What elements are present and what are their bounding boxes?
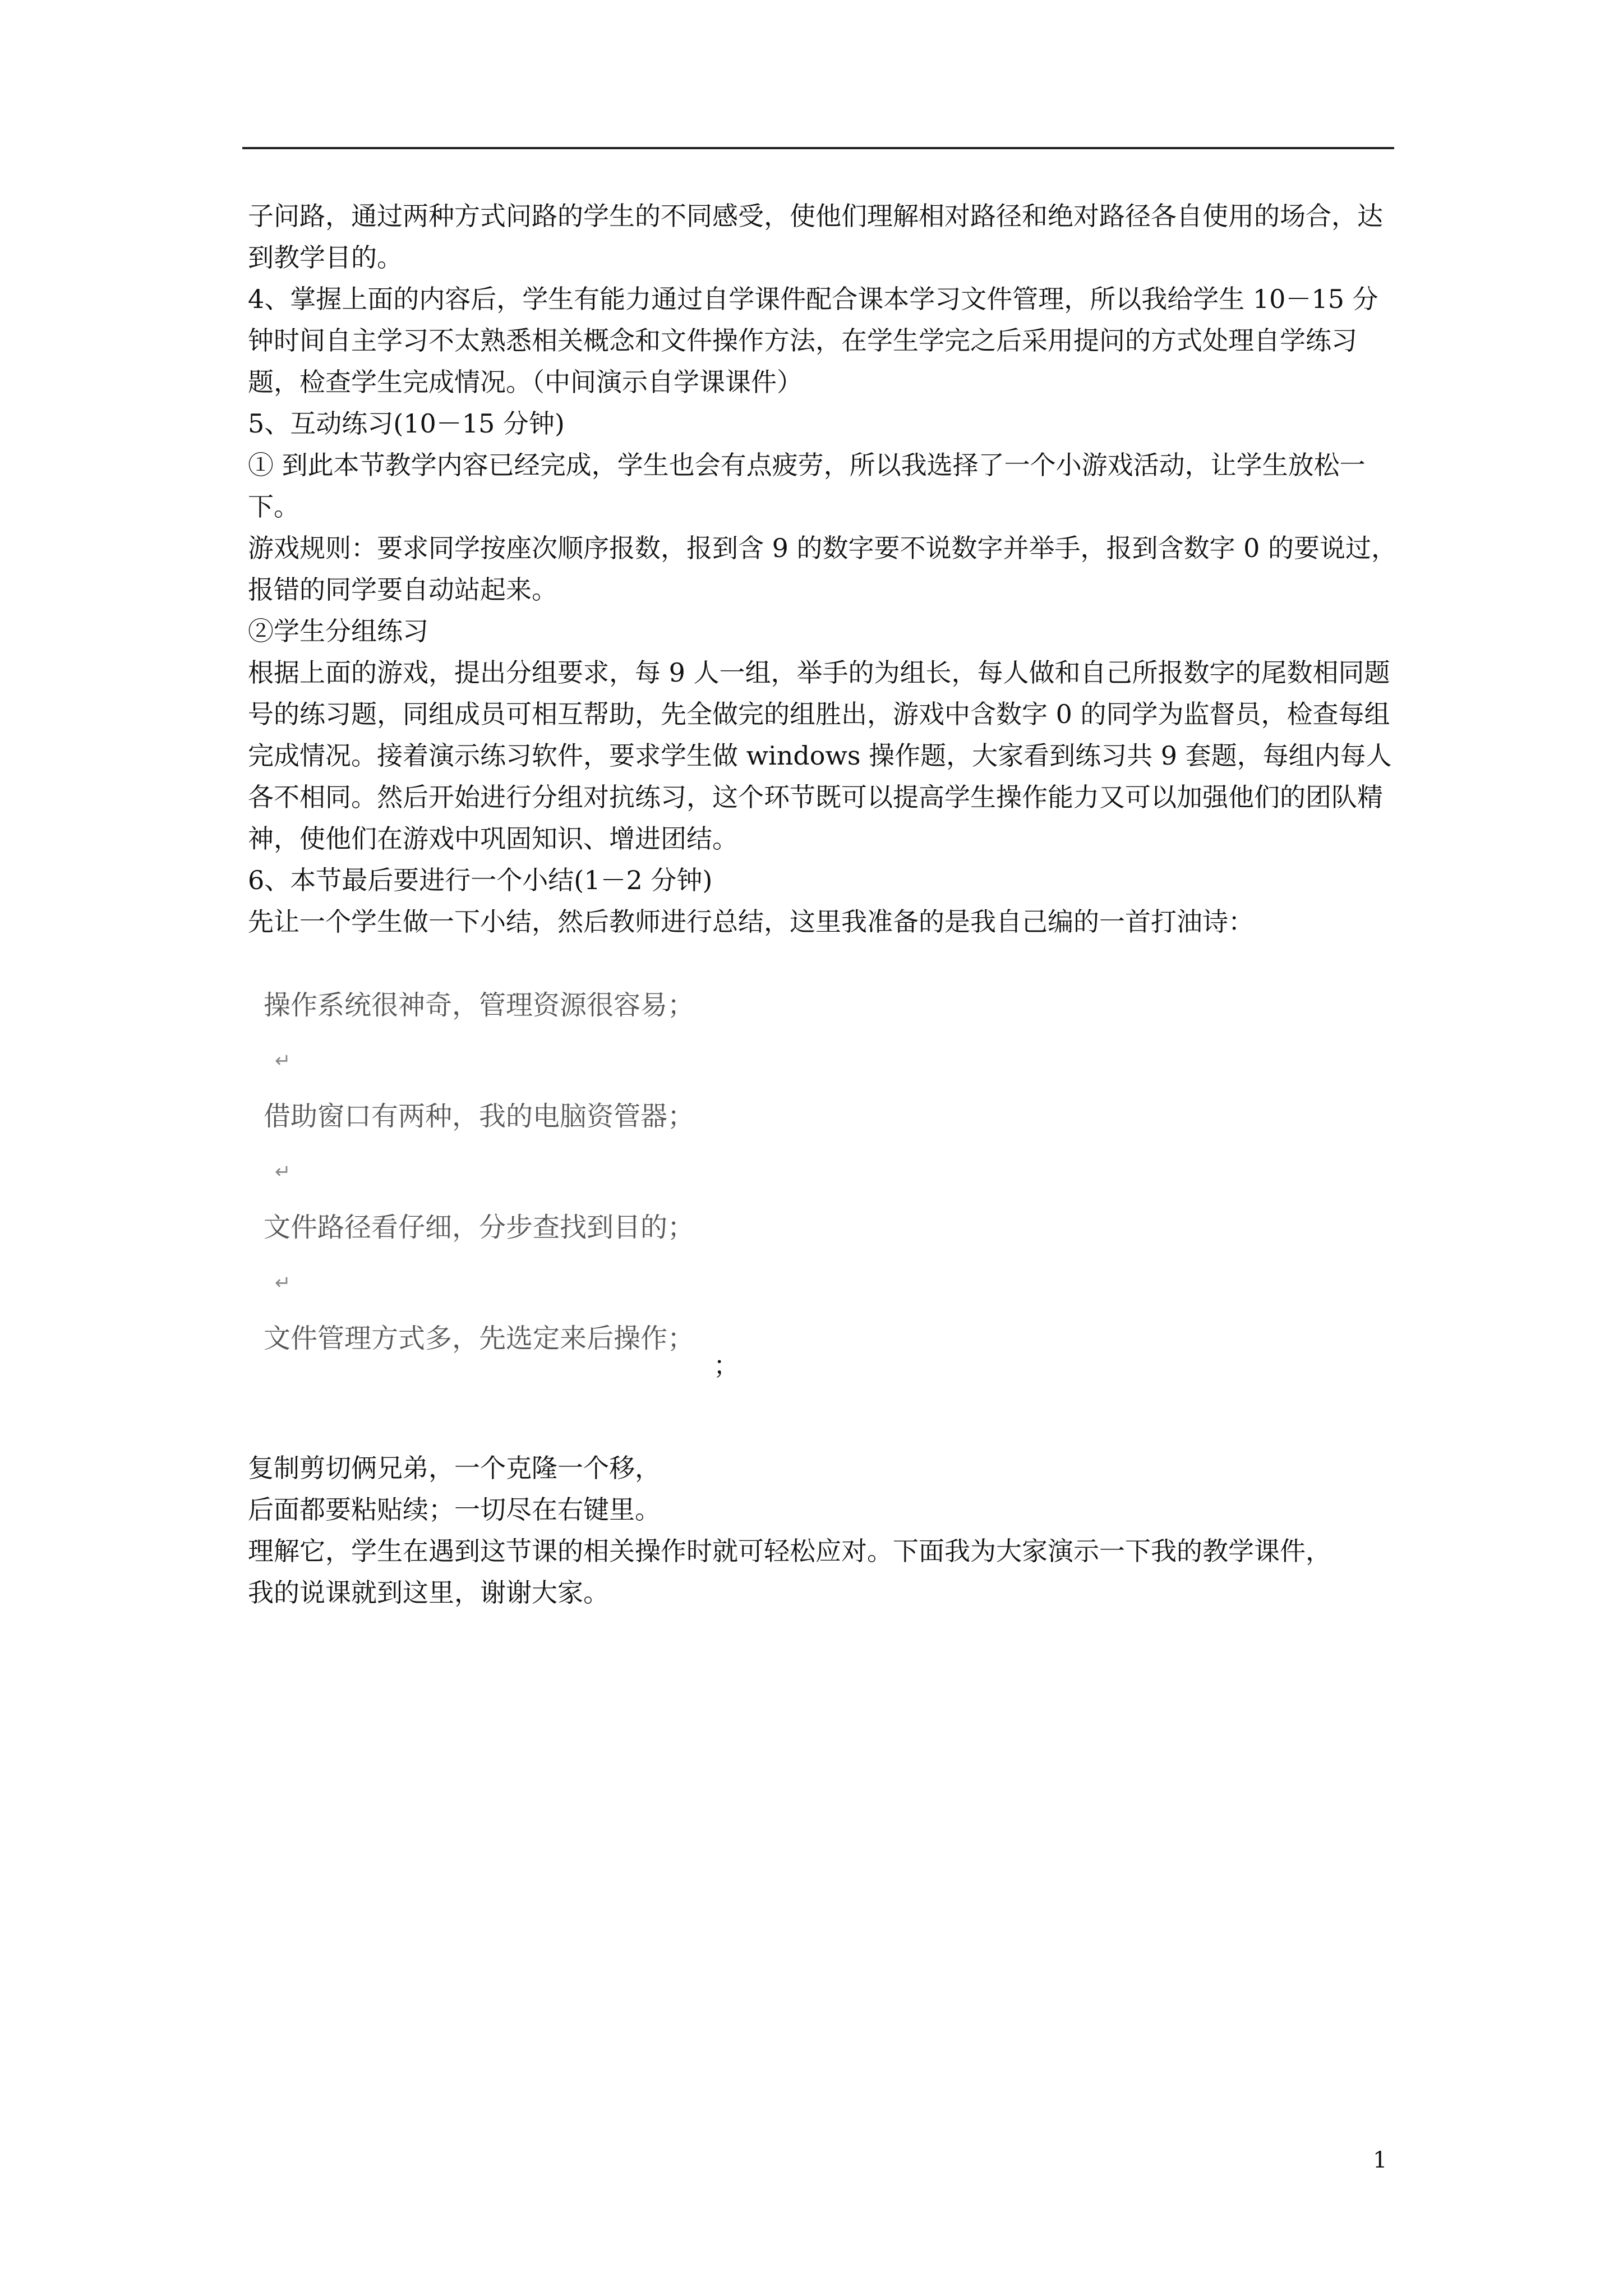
paragraph: 4、掌握上面的内容后，学生有能力通过自学课件配合课本学习文件管理，所以我给学生 10－15 分钟时间自主学习不太熟悉相关概念和文件操作方法，在学生学完之后采用提问的方式处理自学练习题，检查学生完成情况。（中间演示自学课课件） xyxy=(248,284,1378,397)
closing-text xyxy=(248,1447,1399,1613)
header-rule xyxy=(242,147,1394,149)
return-mark-icon: ↵ xyxy=(275,1272,291,1294)
poem-line: 操作系统很神奇，管理资源很容易； xyxy=(264,990,695,1021)
paragraph: ① 到此本节教学内容已经完成，学生也会有点疲劳，所以我选择了一个小游戏活动，让学生放松一下。 xyxy=(248,450,1366,522)
paragraph: 根据上面的游戏，提出分组要求，每 9 人一组，举手的为组长，每人做和自己所报数字的尾数相同题号的练习题，同组成员可相互帮助，先全做完的组胜出，游戏中含数字 0 的同学为监督员，检查每组完成情况。接着演示练习软件，要求学生做 windows 操作题，大家看到练习共 9 套题，每组内每人各不相同。然后开始进行分组对抗练习，这个环节既可以提高学生操作能力又可以加强他们的团队精神，使他们在游戏中巩固知识、增进团结。 xyxy=(248,657,1392,854)
body-text xyxy=(248,195,1399,942)
poem-line: 借助窗口有两种，我的电脑资管器； xyxy=(264,1101,695,1132)
paragraph: ②学生分组练习 xyxy=(248,616,428,646)
poem-line: 文件路径看仔细，分步查找到目的； xyxy=(264,1212,695,1243)
paragraph: 5、互动练习(10－15 分钟) xyxy=(248,408,565,439)
paragraph: 子问路，通过两种方式问路的学生的不同感受，使他们理解相对路径和绝对路径各自使用的场合，达到教学目的。 xyxy=(248,201,1383,273)
closing-line: 后面都要粘贴续；一切尽在右键里。 xyxy=(248,1494,661,1525)
closing-line: 复制剪切俩兄弟，一个克隆一个移， xyxy=(248,1453,661,1483)
closing-line: 我的说课就到这里，谢谢大家。 xyxy=(248,1577,609,1608)
paragraph: 6、本节最后要进行一个小结(1－2 分钟) xyxy=(248,865,713,895)
poem-tail-punctuation: ； xyxy=(713,1350,739,1381)
closing-line: 理解它，学生在遇到这节课的相关操作时就可轻松应对。下面我为大家演示一下我的教学课件， xyxy=(248,1536,1331,1566)
poem-line: 文件管理方式多，先选定来后操作； xyxy=(264,1323,695,1354)
return-mark-icon: ↵ xyxy=(275,1161,291,1183)
paragraph: 先让一个学生做一下小结，然后教师进行总结，这里我准备的是我自己编的一首打油诗： xyxy=(248,907,1254,937)
page-number: 1 xyxy=(1373,2147,1387,2173)
paragraph: 游戏规则：要求同学按座次顺序报数，报到含 9 的数字要不说数字并举手，报到含数字 0 的要说过，报错的同学要自动站起来。 xyxy=(248,533,1398,605)
return-mark-icon: ↵ xyxy=(275,1050,291,1072)
poem-image xyxy=(264,977,993,1366)
